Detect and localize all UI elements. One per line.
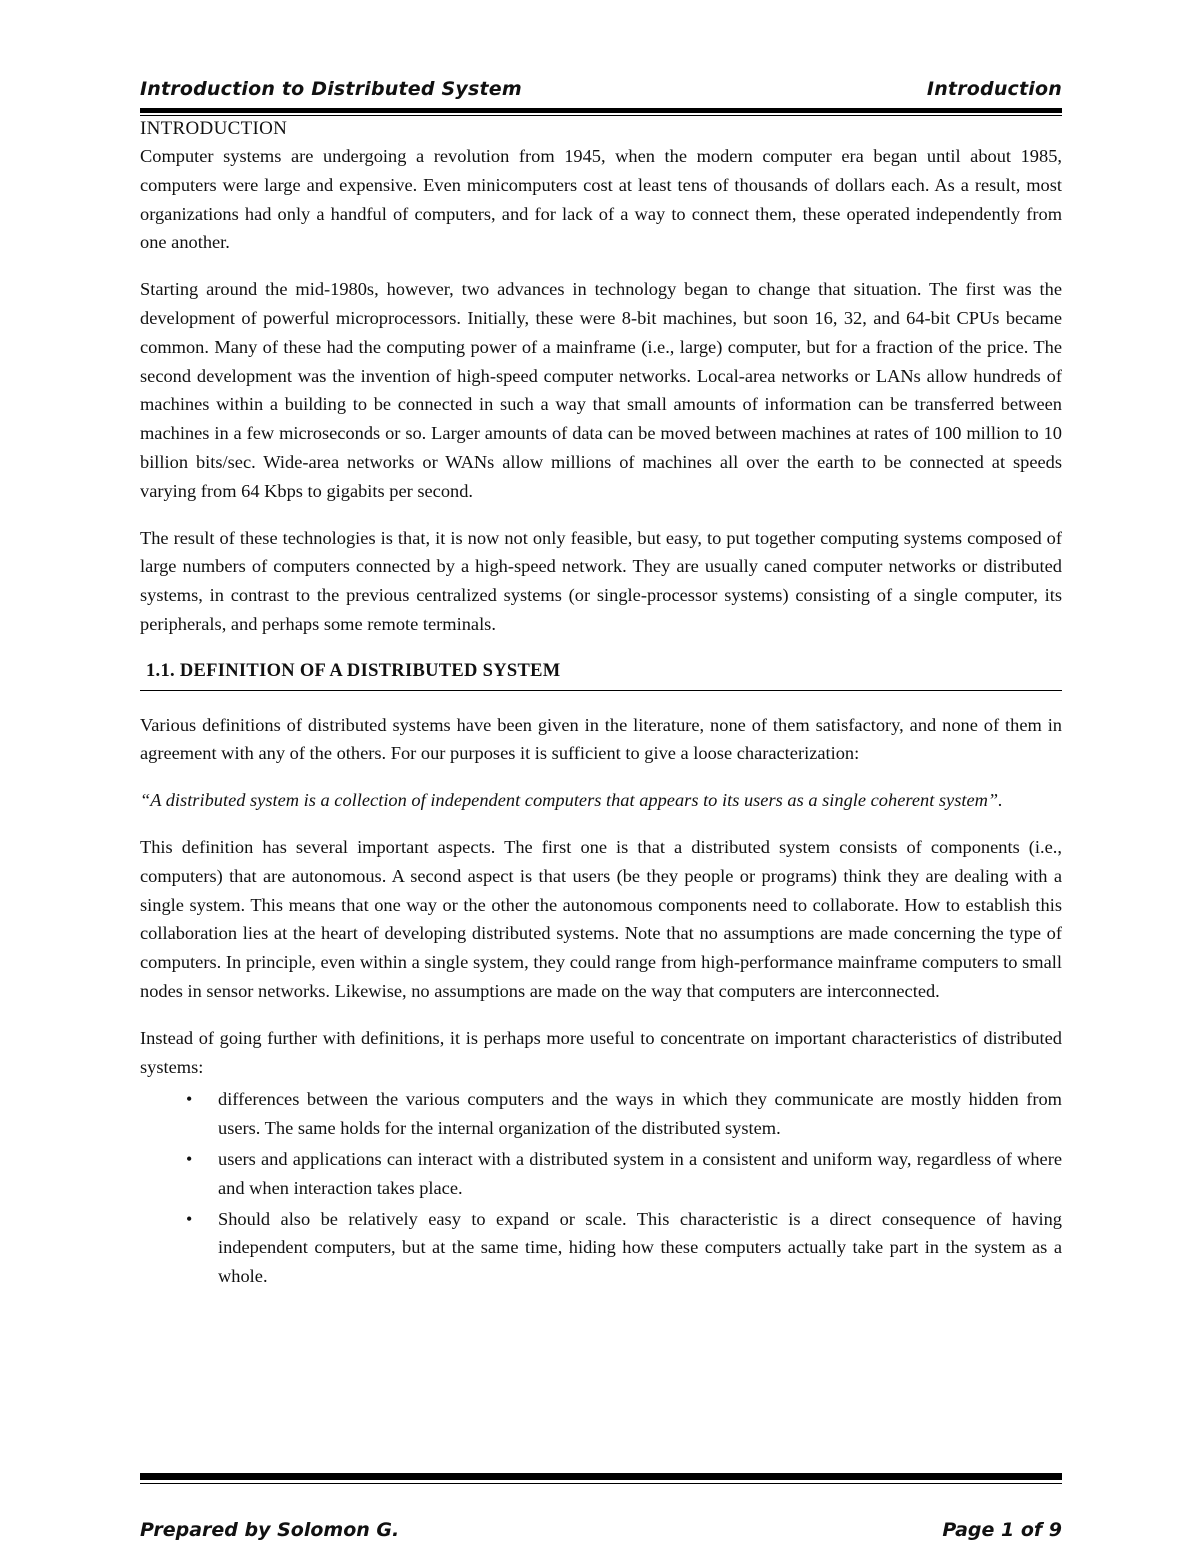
footer-rule-thick (140, 1473, 1062, 1480)
header-rule-thick (140, 108, 1062, 113)
footer-rule-thin (140, 1483, 1062, 1484)
intro-paragraph-1: Computer systems are undergoing a revolution from 1945, when the modern computer era began until about 1985, computers were large and expensive. Even minicomputers cost at least tens of thousands of dollars each. As a result, most organizations had only a handful of computers, and for lack of a way to connect them, these operated independently from one another. (140, 146, 1062, 253)
running-footer (140, 1519, 1062, 1545)
bullet-icon: • (186, 1208, 193, 1229)
section-heading: 1.1. DEFINITION OF A DISTRIBUTED SYSTEM (146, 660, 561, 681)
body-text (140, 116, 1062, 1293)
definition-quote: “A distributed system is a collection of independent computers that appears to its users as a single coherent system”. (140, 790, 1003, 811)
definition-paragraph: Various definitions of distributed systems have been given in the literature, none of them satisfactory, and none of them in agreement with any of the others. For our purposes it is sufficient to give a loose characterization: (140, 714, 1062, 764)
bullet-icon: • (186, 1089, 193, 1110)
bullet-icon: • (186, 1148, 193, 1169)
running-header (140, 78, 1062, 106)
characteristics-list (140, 1085, 1062, 1291)
intro-paragraph-3: The result of these technologies is that, it is now not only feasible, but easy, to put together computing systems composed of large numbers of computers connected by a high-speed network. They are usually caned computer networks or distributed systems, in contrast to the previous centralized systems (or single-processor systems) consisting of a single computer, its peripherals, and perhaps some remote terminals. (140, 527, 1062, 634)
characteristics-intro: Instead of going further with definitions, it is perhaps more useful to concentrate on important characteristics of distributed systems: (140, 1027, 1062, 1077)
intro-title: INTRODUCTION (140, 118, 288, 139)
list-item-text: users and applications can interact with a distributed system in a consistent and uniform way, regardless of where and when interaction takes place. (218, 1148, 1062, 1198)
intro-paragraph-2: Starting around the mid-1980s, however, two advances in technology began to change that situation. The first was the development of powerful microprocessors. Initially, these were 8-bit machines, but soon 16, 32, and 64-bit CPUs became common. Many of these had the computing power of a mainframe (i.e., large) computer, but for a fraction of the price. The second development was the invention of high-speed computer networks. Local-area networks or LANs allow hundreds of machines within a building to be connected in such a way that small amounts of information can be transferred between machines in a few microseconds or so. Larger amounts of data can be moved between machines at rates of 100 million to 10 billion bits/sec. Wide-area networks or WANs allow millions of machines all over the earth to be connected at speeds varying from 64 Kbps to gigabits per second. (140, 279, 1062, 501)
list-item (186, 1205, 1062, 1291)
header-document-title: Introduction to Distributed System (140, 78, 522, 100)
aspects-paragraph: This definition has several important aspects. The first one is that a distributed system consists of components (i.e., computers) that are autonomous. A second aspect is that users (be they people or programs) think they are dealing with a single system. This means that one way or the other the autonomous components need to collaborate. How to establish this collaboration lies at the heart of developing distributed systems. Note that no assumptions are made concerning the type of computers. In principle, even within a single system, they could range from high-performance mainframe computers to small nodes in sensor networks. Likewise, no assumptions are made on the way that computers are interconnected. (140, 836, 1062, 1001)
header-chapter-title: Introduction (926, 78, 1062, 100)
footer-page-number: Page 1 of 9 (942, 1519, 1062, 1541)
list-item (186, 1085, 1062, 1143)
list-item (186, 1145, 1062, 1203)
footer-author: Prepared by Solomon G. (140, 1519, 400, 1541)
list-item-text: Should also be relatively easy to expand or scale. This characteristic is a direct consequence of having independent computers, but at the same time, hiding how these computers actually take part in the system as a whole. (218, 1208, 1062, 1287)
section-rule (140, 690, 1062, 691)
list-item-text: differences between the various computers and the ways in which they communicate are mostly hidden from users. The same holds for the internal organization of the distributed system. (218, 1089, 1062, 1139)
